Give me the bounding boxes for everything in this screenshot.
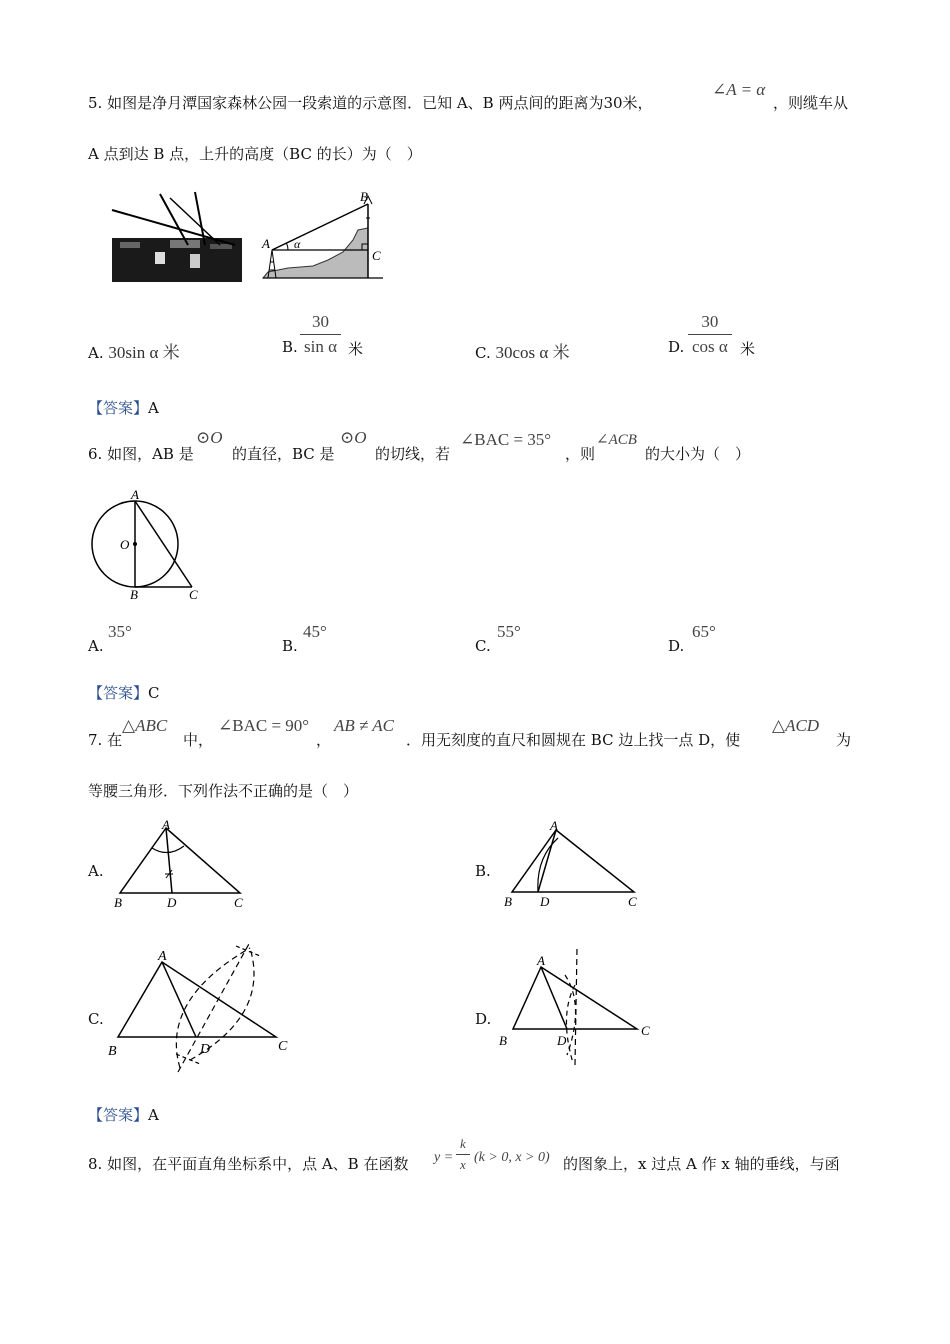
q6-option-c-value: 55°: [497, 622, 521, 641]
q7-answer: [88, 1104, 159, 1125]
q6-option-d-label[interactable]: D.: [668, 637, 685, 655]
q7d-label-c: C: [641, 1023, 650, 1038]
q7a-label-a: A: [162, 818, 170, 832]
q5-schematic-figure: [258, 190, 388, 290]
q7d-label-a: A: [537, 953, 545, 968]
q6-circle-o-2: ⊙O: [340, 428, 367, 447]
q6-answer: [88, 682, 160, 703]
q7-triangle-abc: △ABC: [122, 716, 168, 735]
q6-answer-tag: 【答案】: [88, 684, 149, 702]
q7c-label-d: D: [200, 1042, 211, 1057]
q5-option-b-unit: 米: [348, 340, 364, 358]
q7b-label-d: D: [540, 894, 550, 909]
q5-label-b: B: [360, 190, 368, 204]
q7b-label-c: C: [628, 894, 637, 909]
q5-answer-value: A: [148, 399, 159, 417]
q6-p1: 6. 如图，AB 是: [88, 445, 194, 463]
q5-text-tail: ，则缆车从: [773, 94, 849, 112]
q7a-label-d: D: [167, 895, 177, 910]
q8-y-eq: y =: [434, 1150, 454, 1165]
q6-circle-o-1: ⊙O: [196, 428, 223, 447]
q6-option-b-value: 45°: [303, 622, 327, 641]
q7-triangle-acd: △ACD: [772, 716, 820, 735]
q6-option-b-label[interactable]: B.: [282, 637, 298, 655]
q5-line1: [88, 92, 653, 113]
q7-option-d-figure: [495, 945, 665, 1070]
q7-p3: ，: [316, 731, 332, 749]
q7-line2: 等腰三角形．下列作法不正确的是（ ）: [88, 782, 359, 800]
q6-p5: 的大小为（ ）: [645, 445, 751, 463]
q7-answer-value: A: [148, 1106, 159, 1124]
q6-label-o: O: [120, 537, 130, 552]
q6-p2: 的直径，BC 是: [232, 445, 335, 463]
q7-option-a-label[interactable]: A.: [88, 862, 104, 880]
q6-option-a-label[interactable]: A.: [88, 637, 104, 655]
q7-ab-ne-ac: AB ≠ AC: [334, 716, 395, 735]
q8-p2: 的图象上，x 过点 A 作 x 轴的垂线，与函: [563, 1155, 840, 1173]
q5-label-a: A: [262, 236, 270, 251]
q5-option-a-text: 30sin α 米: [108, 343, 180, 362]
q6-label-a: A: [131, 487, 139, 502]
q5-option-d-label[interactable]: D.: [668, 338, 685, 356]
q7-answer-tag: 【答案】: [88, 1106, 149, 1124]
q7a-label-b: B: [114, 895, 122, 910]
q5-option-a[interactable]: [88, 338, 180, 363]
q5-option-b-fraction: [300, 312, 341, 357]
q6-label-b: B: [130, 587, 138, 602]
q7-option-c-figure: [100, 940, 300, 1075]
q5-option-b-num: 30: [312, 312, 329, 331]
q5-option-c-label: C.: [475, 344, 491, 362]
q7-option-c-label[interactable]: C.: [88, 1010, 104, 1028]
q7-p1: 7. 在: [88, 731, 123, 749]
q8-condition: (k > 0, x > 0): [474, 1150, 550, 1165]
q6-angle-bac: ∠BAC = 35°: [460, 430, 552, 449]
q7b-label-b: B: [504, 894, 512, 909]
q7-p4: ．用无刻度的直尺和圆规在 BC 边上找一点 D，使: [406, 731, 741, 749]
q8-frac-den: x: [460, 1157, 466, 1172]
q7-option-d-label[interactable]: D.: [475, 1010, 492, 1028]
q7c-label-b: B: [108, 1044, 117, 1059]
q8-frac-num: k: [460, 1136, 466, 1151]
q5-option-d-unit: 米: [740, 340, 756, 358]
q5-label-c: C: [372, 248, 381, 263]
q7c-label-c: C: [278, 1039, 288, 1054]
q6-option-d-value: 65°: [692, 622, 716, 641]
q5-option-d-fraction: [688, 312, 732, 357]
q6-p4: ，则: [565, 445, 596, 463]
q7-option-b-label[interactable]: B.: [475, 862, 491, 880]
q5-option-c[interactable]: [475, 338, 570, 363]
q6-option-a-value: 35°: [108, 622, 132, 641]
q5-option-d-den: cos α: [692, 337, 728, 356]
q5-photo-figure: [110, 190, 245, 290]
q5-text-1: 5. 如图是净月潭国家森林公园一段索道的示意图．已知 A、B 两点间的距离为30米，: [88, 94, 653, 112]
q6-option-c-label[interactable]: C.: [475, 637, 491, 655]
q5-answer: [88, 397, 159, 418]
q7-option-b-figure: [500, 818, 650, 913]
q6-p3: 的切线，若: [375, 445, 451, 463]
q5-line2: A 点到达 B 点，上升的高度（BC 的长）为（ ）: [88, 145, 422, 163]
q8-p1: 8. 如图，在平面直角坐标系中，点 A、B 在函数: [88, 1155, 409, 1173]
q5-option-a-label: A.: [88, 344, 104, 362]
q5-option-d-num: 30: [701, 312, 719, 331]
q7-angle-bac: ∠BAC = 90°: [218, 716, 310, 735]
q5-angle-math: ∠A = α: [712, 80, 766, 99]
q7c-label-a: A: [158, 949, 167, 964]
q7d-label-d: D: [557, 1033, 567, 1048]
q6-circle-figure: [85, 472, 215, 602]
q6-angle-acb: ∠ACB: [596, 432, 637, 448]
q5-option-b-den: sin α: [304, 337, 337, 356]
q5-option-b-label[interactable]: B.: [282, 338, 298, 356]
q5-option-c-text: 30cos α 米: [495, 343, 570, 362]
q6-label-c: C: [189, 587, 198, 602]
q8-fraction: [456, 1136, 470, 1173]
q7a-label-c: C: [234, 895, 243, 910]
q5-answer-tag: 【答案】: [88, 399, 149, 417]
q6-answer-value: C: [148, 684, 160, 702]
q7-p5: 为: [836, 731, 852, 749]
q7-p2: 中，: [183, 731, 214, 749]
q7-option-a-figure: [110, 818, 260, 913]
q7b-label-a: A: [550, 818, 558, 833]
q7d-label-b: B: [499, 1033, 507, 1048]
q5-label-alpha: α: [294, 237, 301, 251]
